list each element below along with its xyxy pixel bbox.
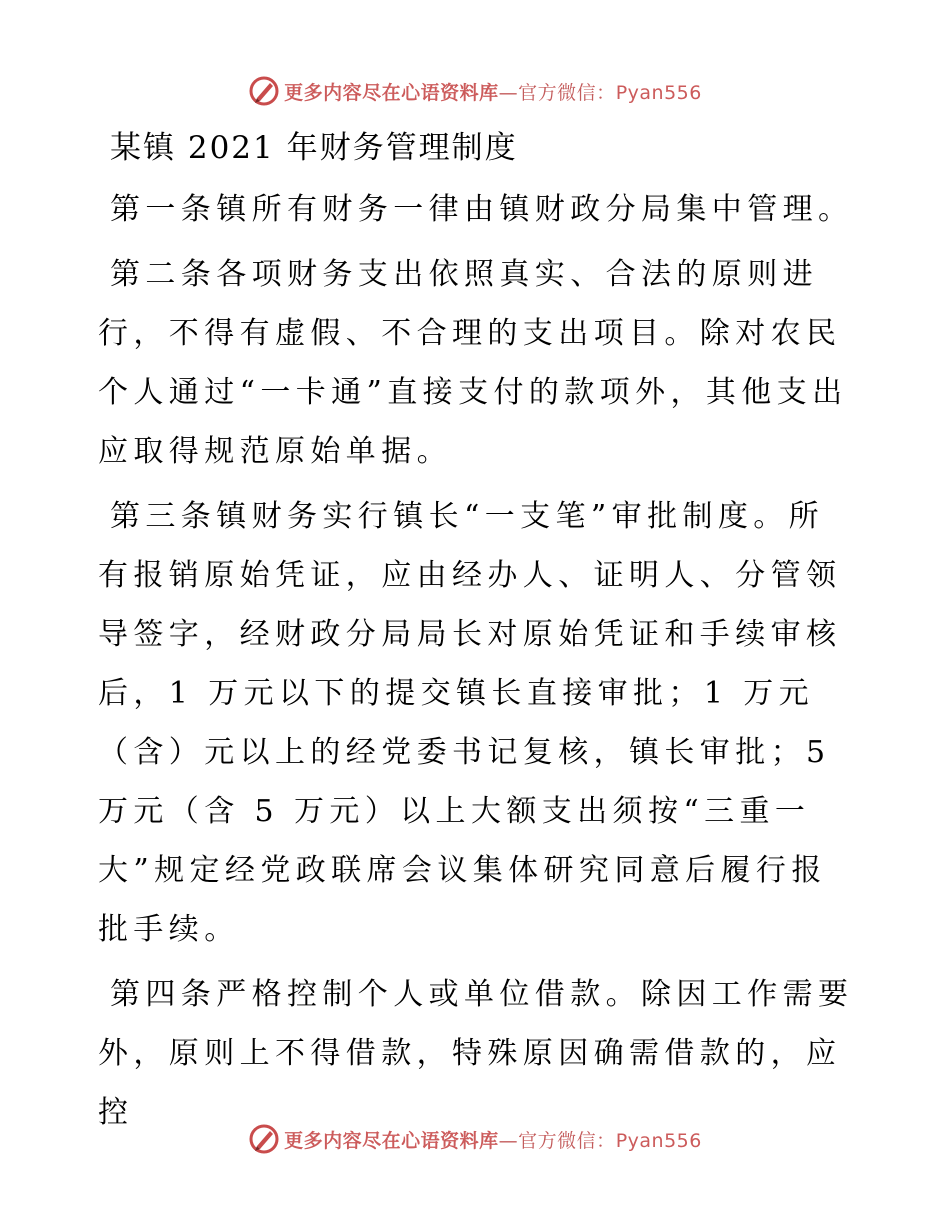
paragraph-2: 第二条各项财务支出依照真实、合法的原则进行，不得有虚假、不合理的支出项目。除对农民个人通过“一卡通”直接支付的款项外，其他支出应取得规范原始单据。 xyxy=(98,257,848,469)
watermark-id: Pyan556 xyxy=(615,81,702,104)
document-title: 某镇 2021 年财务管理制度 xyxy=(110,130,518,166)
watermark-sub: —官方微信： xyxy=(498,81,616,104)
watermark-main: 更多内容尽在心语资料库 xyxy=(284,1129,499,1152)
pen-logo-icon xyxy=(248,1123,280,1155)
watermark-main: 更多内容尽在心语资料库 xyxy=(284,81,499,104)
watermark-text xyxy=(284,78,702,105)
watermark-sub: —官方微信： xyxy=(498,1129,616,1152)
watermark-banner-bottom xyxy=(0,1119,950,1159)
paragraph-4: 第四条严格控制个人或单位借款。除因工作需要外，原则上不得借款，特殊原因确需借款的，应控 xyxy=(98,977,854,1130)
paragraph-3: 第三条镇财务实行镇长“一支笔”审批制度。所有报销原始凭证，应由经办人、证明人、分管领导签字，经财政分局局长对原始凭证和手续审核后，1 万元以下的提交镇长直接审批；1 万元（含）元以上的经党委书记复核，镇长审批；5 万元（含 5 万元）以上大额支出须按“三重一大”规定经党政联席会议集体研究同意后履行报批手续。 xyxy=(98,499,842,947)
document-body xyxy=(98,120,858,1142)
pen-logo-icon xyxy=(248,75,280,107)
watermark-id: Pyan556 xyxy=(615,1129,702,1152)
paragraph-1: 第一条镇所有财务一律由镇财政分局集中管理。 xyxy=(110,192,854,227)
watermark-banner-top xyxy=(0,71,950,111)
watermark-text xyxy=(284,1126,702,1153)
